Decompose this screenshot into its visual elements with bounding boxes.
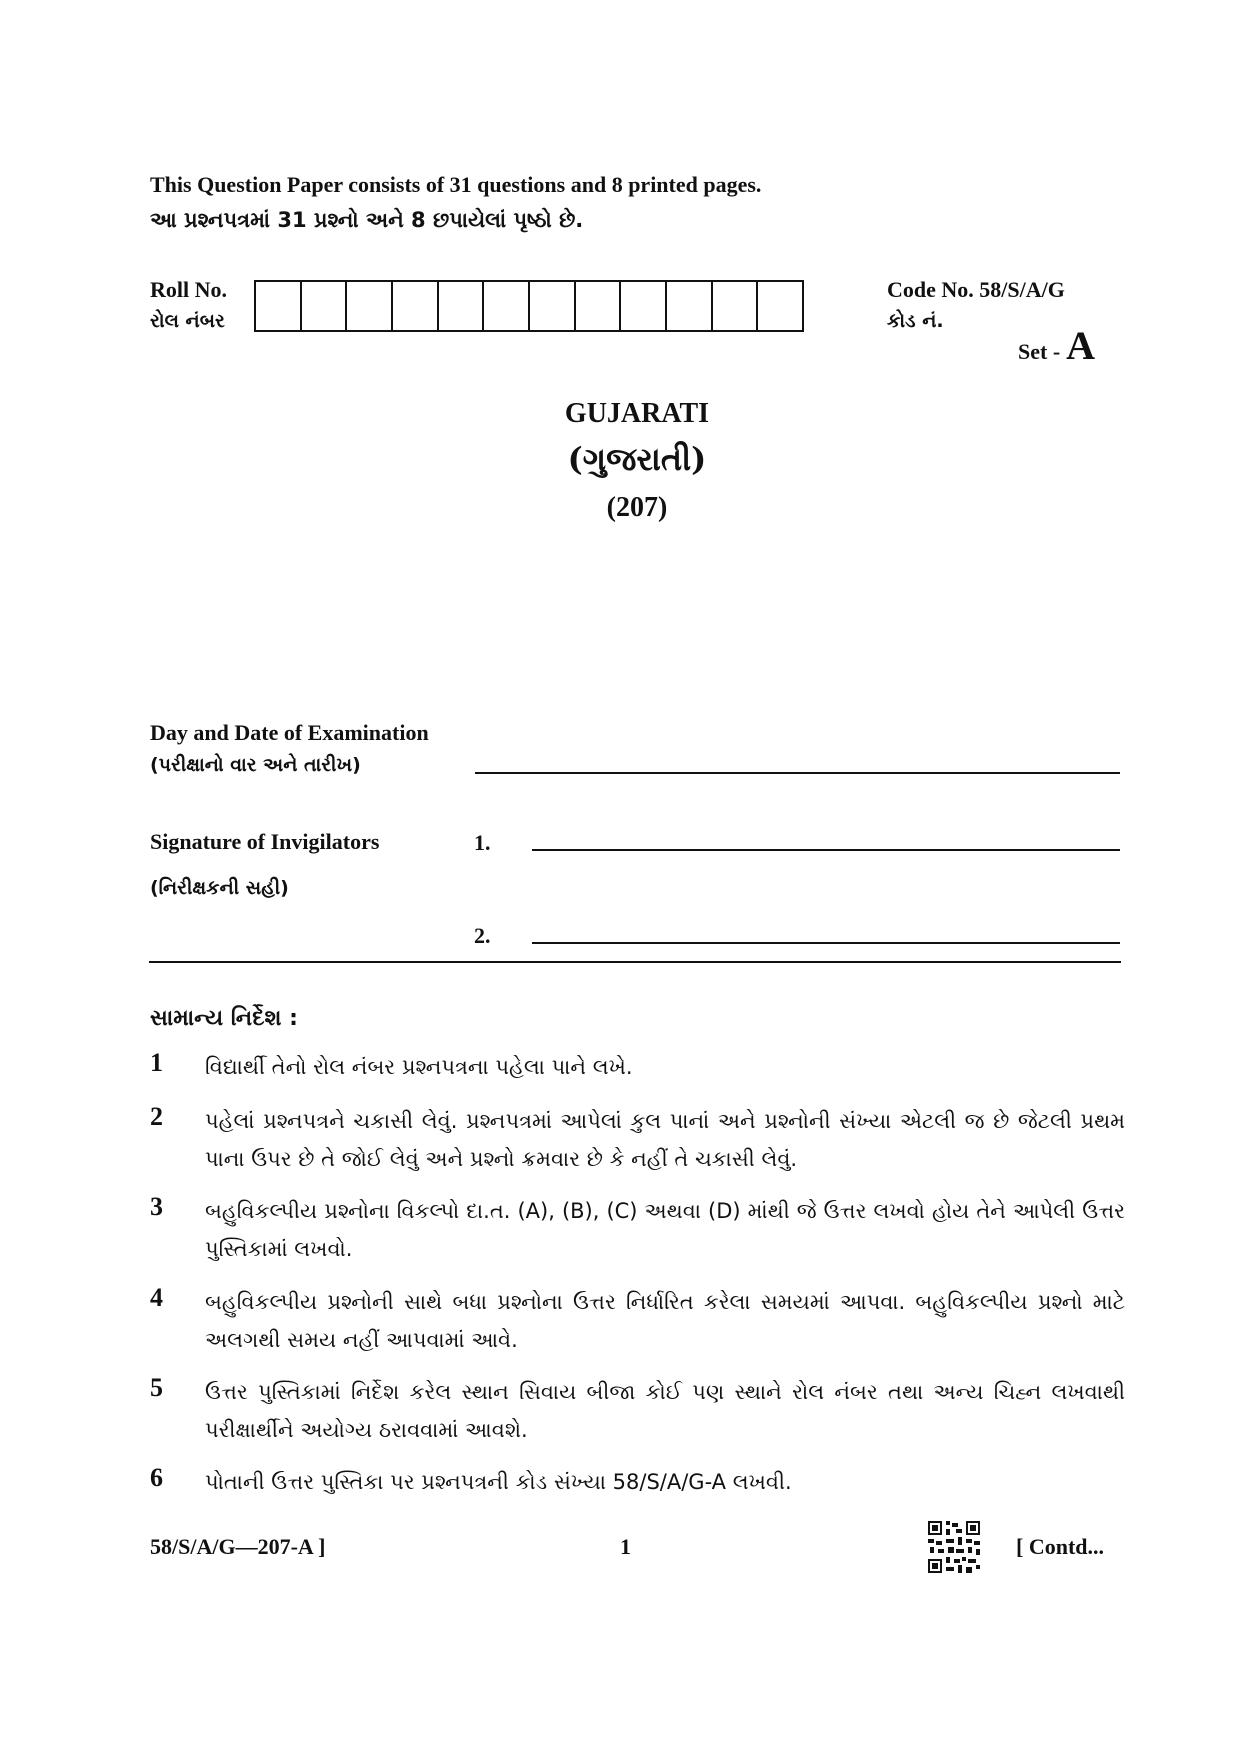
instruction-item	[150, 1192, 1125, 1268]
roll-box[interactable]	[758, 282, 802, 330]
instruction-text: પહેલાં પ્રશ્નપત્રને ચકાસી લેવું. પ્રશ્નપત્રમાં આપેલાં કુલ પાનાં અને પ્રશ્નોની સંખ્યા એટલી જ છે જેટલી પ્રથમ પાના ઉપર છે તે જોઈ લેવું અને પ્રશ્નો ક્રમવાર છે કે નહીં તે ચકાસી લેવું.	[205, 1109, 1125, 1171]
page-number: 1	[620, 1534, 631, 1559]
instruction-item	[150, 1373, 1125, 1449]
code-number: Code No. 58/S/A/G	[887, 277, 1065, 302]
exam-date-field[interactable]	[475, 772, 1120, 774]
instruction-number: 2	[150, 1102, 163, 1131]
roll-box[interactable]	[302, 282, 348, 330]
roll-box[interactable]	[530, 282, 576, 330]
paper-info-en: This Question Paper consists of 31 questions and 8 printed pages.	[150, 172, 762, 197]
signature-number-2: 2.	[474, 923, 491, 948]
roll-box[interactable]	[713, 282, 759, 330]
roll-box[interactable]	[576, 282, 622, 330]
instruction-number: 4	[150, 1283, 163, 1312]
instruction-text: વિદ્યાર્થી તેનો રોલ નંબર પ્રશ્નપત્રના પહેલા પાને લખે.	[205, 1055, 633, 1079]
code-label-gu: કોડ નં.	[887, 310, 944, 332]
instruction-text: પોતાની ઉત્તર પુસ્તિકા પર પ્રશ્નપત્રની કોડ સંખ્યા 58/S/A/G-A લખવી.	[205, 1470, 792, 1494]
instruction-text: બહુવિકલ્પીય પ્રશ્નોના વિકલ્પો દા.ત. (A), (B), (C) અથવા (D) માંથી જે ઉત્તર લખવો હોય તેને આપેલી ઉત્તર પુસ્તિકામાં લખવો.	[205, 1199, 1125, 1261]
instruction-text: બહુવિકલ્પીય પ્રશ્નોની સાથે બધા પ્રશ્નોના ઉત્તર નિર્ધારિત કરેલા સમયમાં આપવા. બહુવિકલ્પીય પ્રશ્નો માટે અલગથી સમય નહીં આપવામાં આવે.	[205, 1290, 1125, 1352]
instruction-item	[150, 1283, 1125, 1359]
instructions-heading: સામાન્ય નિર્દેશ :	[150, 1006, 298, 1031]
invigilator-signature-label-gu: (નિરીક્ષકની સહી)	[150, 877, 289, 899]
subject-title-gu: (ગુજરાતી)	[567, 440, 707, 478]
set-label: Set -	[1018, 339, 1061, 364]
instruction-number: 6	[150, 1463, 163, 1492]
paper-info-gu: આ પ્રશ્નપત્રમાં 31 પ્રશ્નો અને 8 છપાયેલાં પૃષ્ઠો છે.	[150, 208, 584, 232]
roll-label-gu: રોલ નંબર	[150, 310, 225, 332]
roll-box[interactable]	[484, 282, 530, 330]
footer-paper-code: 58/S/A/G—207-A ]	[150, 1534, 326, 1559]
instruction-text: ઉત્તર પુસ્તિકામાં નિર્દેશ કરેલ સ્થાન સિવાય બીજા કોઈ પણ સ્થાને રોલ નંબર તથા અન્ય ચિહ્ન લખવાથી પરીક્ષાર્થીને અયોગ્ય ઠરાવવામાં આવશે.	[205, 1380, 1125, 1442]
subject-title: GUJARATI	[564, 398, 710, 429]
invigilator-signature-label: Signature of Invigilators	[150, 829, 380, 854]
instruction-number: 1	[150, 1048, 163, 1077]
signature-number-1: 1.	[474, 830, 491, 855]
roll-label: Roll No.	[150, 277, 227, 302]
exam-date-label-gu: (પરીક્ષાનો વાર અને તારીખ)	[150, 754, 361, 776]
signature-field-2[interactable]	[532, 942, 1120, 944]
continued-label: [ Contd...	[1016, 1534, 1105, 1559]
instruction-number: 3	[150, 1192, 163, 1221]
instruction-item	[150, 1048, 1125, 1086]
roll-box[interactable]	[621, 282, 667, 330]
roll-box[interactable]	[439, 282, 485, 330]
exam-date-label: Day and Date of Examination	[150, 720, 429, 745]
qr-code-icon	[928, 1521, 980, 1573]
roll-box[interactable]	[347, 282, 393, 330]
instruction-item	[150, 1102, 1125, 1178]
roll-box[interactable]	[256, 282, 302, 330]
subject-code: (207)	[606, 492, 668, 523]
roll-box[interactable]	[667, 282, 713, 330]
set-letter: A	[1066, 323, 1096, 368]
signature-field-1[interactable]	[532, 849, 1120, 851]
set-indicator	[1018, 322, 1095, 369]
instruction-item	[150, 1463, 1125, 1501]
roll-box[interactable]	[393, 282, 439, 330]
divider	[149, 961, 1121, 963]
instruction-number: 5	[150, 1373, 163, 1402]
roll-number-boxes[interactable]	[254, 280, 804, 332]
